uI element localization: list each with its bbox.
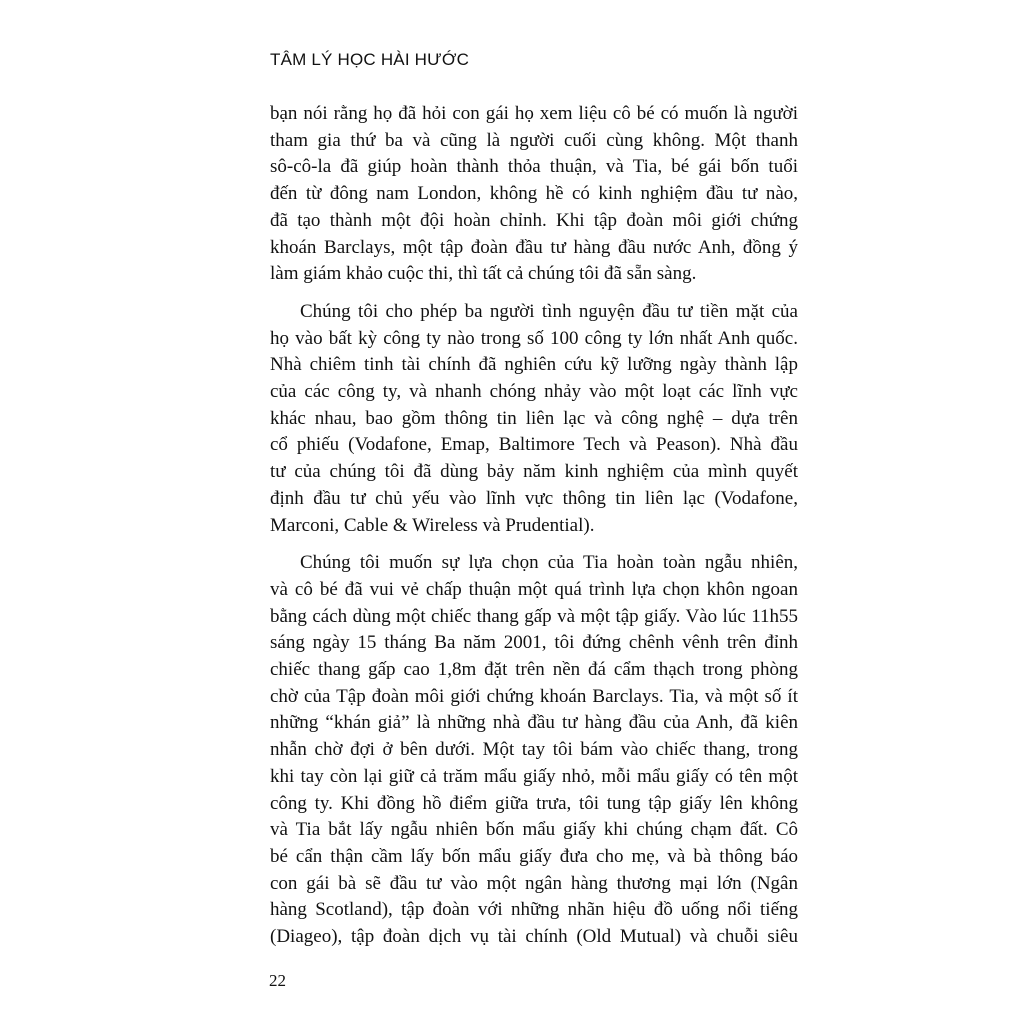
paragraph-2: [270, 299, 798, 539]
text-line: bằng cách dùng một chiếc thang gấp và một tập giấy. Vào lúc 11h55: [270, 605, 798, 627]
text-line: khác nhau, bao gồm thông tin liên lạc và công nghệ – dựa trên: [270, 407, 798, 429]
text-line: tham gia thứ ba và cũng là người cuối cùng không. Một thanh: [270, 129, 798, 151]
text-line: sô-cô-la đã giúp hoàn thành thỏa thuận, và Tia, bé gái bốn tuổi: [270, 156, 798, 178]
text-line: con gái bà sẽ đầu tư vào một ngân hàng thương mại lớn (Ngân: [270, 872, 798, 894]
text-line: tư của chúng tôi đã dùng bảy năm kinh nghiệm của mình quyết: [270, 461, 798, 483]
text-line: hàng Scotland), tập đoàn với những nhãn hiệu đồ uống nổi tiếng: [270, 899, 798, 921]
text-line: nhẫn chờ đợi ở bên dưới. Một tay tôi bám vào chiếc thang, trong: [270, 739, 798, 761]
text-line: chờ của Tập đoàn môi giới chứng khoán Barclays. Tia, và một số ít: [270, 685, 798, 707]
text-line: bé cẩn thận cầm lấy bốn mẩu giấy đưa cho mẹ, và bà thông báo: [270, 845, 798, 867]
text-line: chiếc thang gấp cao 1,8m đặt trên nền đá cẩm thạch trong phòng: [270, 659, 798, 681]
text-line: định đầu tư chủ yếu vào lĩnh vực thông tin liên lạc (Vodafone,: [270, 487, 798, 509]
text-line: và Tia bắt lấy ngẫu nhiên bốn mẩu giấy khi chúng chạm đất. Cô: [270, 819, 798, 841]
text-line: đến từ đông nam London, không hề có kinh nghiệm đầu tư nào,: [270, 183, 798, 205]
text-line: (Diageo), tập đoàn dịch vụ tài chính (Old Mutual) và chuỗi siêu: [270, 926, 798, 948]
text-line: bạn nói rằng họ đã hỏi con gái họ xem liệu cô bé có muốn là người: [270, 103, 798, 124]
text-line: Chúng tôi cho phép ba người tình nguyện đầu tư tiền mặt của: [300, 300, 798, 322]
text-line: làm giám khảo cuộc thi, thì tất cả chúng tôi đã sẵn sàng.: [270, 263, 697, 285]
text-line: khoán Barclays, một tập đoàn đầu tư hàng đầu nước Anh, đồng ý: [270, 236, 798, 258]
text-line: đã tạo thành một đội hoàn chỉnh. Khi tập đoàn môi giới chứng: [270, 209, 798, 231]
text-line: sáng ngày 15 tháng Ba năm 2001, tôi đứng chênh vênh trên đỉnh: [270, 632, 798, 654]
text-line: cổ phiếu (Vodafone, Emap, Baltimore Tech và Peason). Nhà đầu: [270, 434, 798, 456]
text-line: của các công ty, và nhanh chóng nhảy vào một loạt các lĩnh vực: [270, 381, 798, 403]
text-line: Nhà chiêm tinh tài chính đã nghiên cứu kỹ lưỡng ngày thành lập: [270, 354, 798, 376]
running-header: TÂM LÝ HỌC HÀI HƯỚC: [270, 50, 470, 69]
text-line: những “khán giả” là những nhà đầu tư hàng đầu của Anh, đã kiên: [270, 712, 798, 734]
page-number: 22: [269, 971, 286, 990]
text-line: và cô bé đã vui vẻ chấp thuận một quá trình lựa chọn khôn ngoan: [270, 578, 798, 600]
text-line: họ vào bất kỳ công ty nào trong số 100 công ty lớn nhất Anh quốc.: [270, 327, 798, 349]
text-line: Marconi, Cable & Wireless và Prudential).: [270, 514, 595, 536]
paragraph-1: [270, 101, 798, 288]
text-line: Chúng tôi muốn sự lựa chọn của Tia hoàn toàn ngẫu nhiên,: [300, 552, 798, 574]
body-text: [270, 101, 798, 951]
text-line: công ty. Khi đồng hồ điểm giữa trưa, tôi tung tập giấy lên không: [270, 792, 798, 814]
text-line: khi tay còn lại giữ cả trăm mẩu giấy nhỏ, mỗi mẩu giấy có tên một: [270, 765, 798, 787]
paragraph-3: [270, 550, 798, 951]
